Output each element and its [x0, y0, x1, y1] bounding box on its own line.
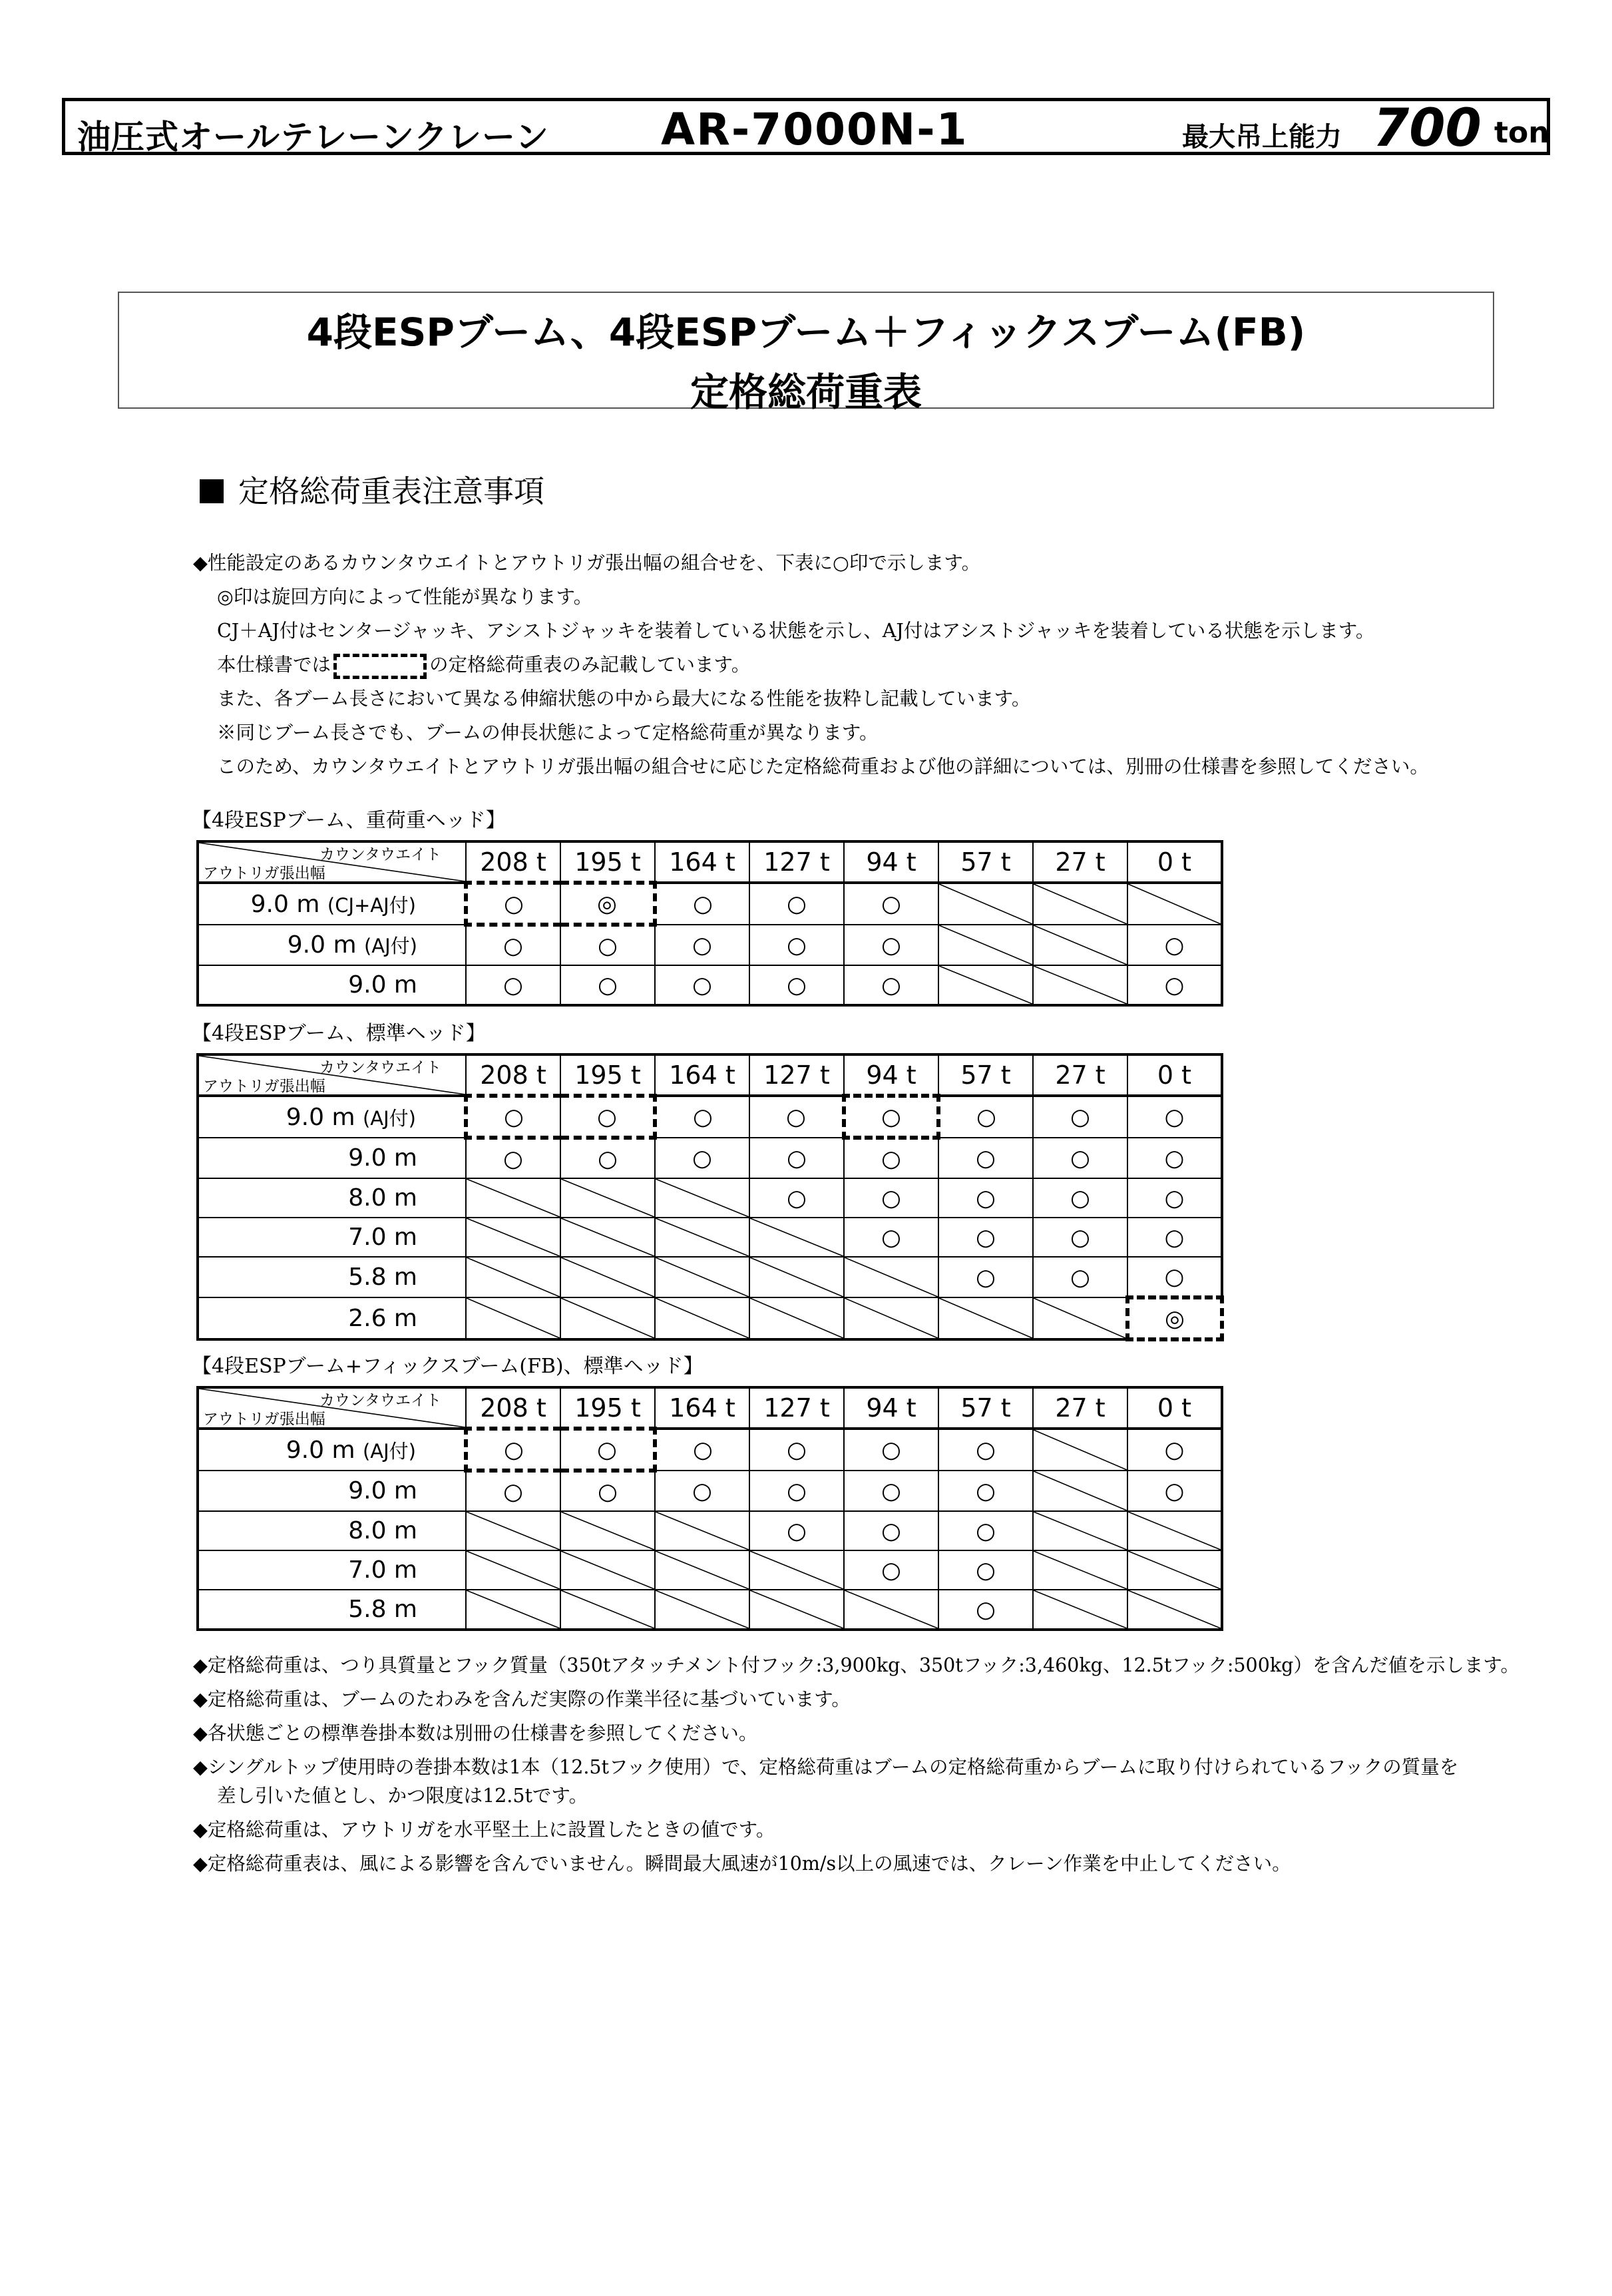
not-applicable-cell	[1033, 883, 1127, 925]
counterweight-header: 208 t	[466, 841, 560, 883]
circle-mark	[466, 883, 560, 925]
availability-mark: ○	[598, 971, 618, 999]
availability-mark: ○	[787, 971, 807, 999]
outrigger-width-value: 9.0 m	[287, 931, 357, 959]
header-band	[62, 98, 1550, 158]
availability-mark: ○	[692, 931, 712, 959]
circle-mark	[1127, 1257, 1222, 1297]
outrigger-width-value: 9.0 m	[348, 1144, 417, 1172]
availability-mark: ○	[503, 971, 523, 999]
table-row	[198, 1178, 1222, 1218]
note-line: また、各ブーム長さにおいて異なる伸縮状態の中から最大になる性能を抜粋し記載しています。	[217, 688, 1031, 710]
load-table-fb-standard-head	[196, 1386, 1223, 1631]
circle-mark	[560, 965, 655, 1005]
counterweight-header: 127 t	[749, 1387, 844, 1429]
counterweight-header: 57 t	[938, 841, 1033, 883]
outrigger-width-value: 9.0 m	[348, 1477, 417, 1504]
circle-mark	[749, 925, 844, 965]
circle-mark	[560, 1096, 655, 1138]
counterweight-header: 195 t	[560, 841, 655, 883]
availability-mark: ○	[598, 1145, 618, 1172]
availability-mark: ○	[598, 1478, 618, 1505]
title-line-2: 定格総荷重表	[690, 369, 922, 415]
availability-mark: ○	[1070, 1263, 1090, 1291]
circle-mark	[844, 1550, 938, 1590]
not-applicable-cell	[560, 1550, 655, 1590]
circle-mark	[655, 883, 749, 925]
table-row	[198, 1257, 1222, 1297]
not-applicable-cell	[1033, 1550, 1127, 1590]
availability-mark: ◎	[1165, 1305, 1185, 1332]
counterweight-header: 164 t	[655, 841, 749, 883]
circle-mark	[466, 1471, 560, 1511]
circle-mark	[938, 1257, 1033, 1297]
availability-mark: ○	[597, 1103, 617, 1130]
circle-mark	[1127, 1178, 1222, 1218]
notes-heading-text: 定格総荷重表注意事項	[238, 473, 544, 509]
circle-mark	[466, 1138, 560, 1178]
counterweight-label: カウンタウエイト	[319, 1059, 441, 1076]
not-applicable-cell	[1033, 1471, 1127, 1511]
header-corner	[198, 1387, 466, 1429]
circle-mark	[844, 1471, 938, 1511]
table-row	[198, 1218, 1222, 1257]
availability-mark: ○	[881, 891, 901, 917]
note-line: このため、カウンタウエイトとアウトリガ張出幅の組合せに応じた定格総荷重および他の詳細については、別冊の仕様書を参照してください。	[217, 756, 1429, 778]
outrigger-width	[198, 1096, 466, 1138]
availability-mark: ○	[598, 932, 618, 959]
counterweight-header: 27 t	[1033, 1054, 1127, 1096]
outrigger-width-value: 9.0 m	[286, 1103, 355, 1131]
outrigger-width	[198, 1590, 466, 1630]
circle-mark	[938, 1096, 1033, 1138]
circle-mark	[938, 1429, 1033, 1471]
circle-mark	[1127, 1096, 1222, 1138]
availability-mark: ○	[503, 1478, 523, 1505]
notes-top	[193, 546, 1429, 784]
not-applicable-cell	[466, 1178, 560, 1218]
circle-mark	[560, 1471, 655, 1511]
availability-mark: ○	[976, 1263, 996, 1291]
table-row	[198, 1138, 1222, 1178]
table-row	[198, 883, 1222, 925]
notes-heading	[200, 467, 544, 511]
circle-mark	[560, 1429, 655, 1471]
availability-mark: ○	[504, 890, 524, 917]
not-applicable-cell	[466, 1590, 560, 1630]
availability-mark: ○	[881, 931, 901, 959]
counterweight-header: 164 t	[655, 1054, 749, 1096]
table-row	[198, 925, 1222, 965]
counterweight-header: 208 t	[466, 1387, 560, 1429]
availability-mark: ○	[976, 1556, 996, 1584]
not-applicable-cell	[655, 1297, 749, 1339]
circle-mark	[560, 1138, 655, 1178]
circle-mark	[844, 965, 938, 1005]
availability-mark: ○	[692, 971, 712, 999]
outrigger-width	[198, 965, 466, 1005]
not-applicable-cell	[655, 1218, 749, 1257]
note-line: ◆定格総荷重は、ブームのたわみを含んだ実際の作業半径に基づいています。	[193, 1688, 851, 1710]
not-applicable-cell	[938, 1297, 1033, 1339]
outrigger-width	[198, 1297, 466, 1339]
double-circle-mark	[560, 883, 655, 925]
availability-mark: ○	[1164, 971, 1185, 999]
not-applicable-cell	[844, 1297, 938, 1339]
availability-mark: ○	[881, 1224, 901, 1251]
counterweight-header: 195 t	[560, 1054, 655, 1096]
availability-mark: ○	[693, 891, 713, 917]
availability-mark: ○	[787, 931, 807, 959]
not-applicable-cell	[749, 1550, 844, 1590]
note-line: ◆定格総荷重は、アウトリガを水平堅土上に設置したときの値です。	[193, 1819, 775, 1841]
circle-mark	[1033, 1218, 1127, 1257]
not-applicable-cell	[1033, 1429, 1127, 1471]
outrigger-width-value: 9.0 m	[348, 971, 417, 999]
outrigger-width	[198, 1471, 466, 1511]
note-line: ◆性能設定のあるカウンタウエイトとアウトリガ張出幅の組合せを、下表に○印で示します。	[193, 552, 981, 574]
availability-mark: ○	[976, 1224, 996, 1251]
note-line: ◎印は旋回方向によって性能が異なります。	[217, 586, 593, 608]
counterweight-header: 164 t	[655, 1387, 749, 1429]
dashed-box-icon	[333, 654, 427, 679]
availability-mark: ○	[881, 1145, 901, 1172]
not-applicable-cell	[938, 883, 1033, 925]
circle-mark	[1127, 1218, 1222, 1257]
counterweight-header: 94 t	[844, 1054, 938, 1096]
circle-mark	[938, 1178, 1033, 1218]
circle-mark	[749, 883, 844, 925]
outrigger-label: アウトリガ張出幅	[203, 1411, 325, 1428]
note-text: 本仕様書では	[217, 654, 331, 676]
outrigger-width-value: 9.0 m	[250, 890, 320, 918]
circle-mark	[749, 1178, 844, 1218]
circle-mark	[1127, 1138, 1222, 1178]
availability-mark: ○	[976, 1437, 996, 1463]
availability-mark: ○	[1070, 1224, 1090, 1251]
outrigger-width	[198, 883, 466, 925]
table-caption: 【4段ESPブーム、標準ヘッド】	[192, 1022, 486, 1045]
not-applicable-cell	[560, 1257, 655, 1297]
availability-mark: ○	[881, 1184, 901, 1212]
availability-mark: ○	[1164, 1144, 1185, 1172]
counterweight-header: 94 t	[844, 1387, 938, 1429]
not-applicable-cell	[1033, 1511, 1127, 1550]
circle-mark	[844, 1511, 938, 1550]
outrigger-condition: (AJ付)	[362, 1439, 416, 1463]
availability-mark: ○	[503, 932, 523, 959]
not-applicable-cell	[1033, 965, 1127, 1005]
circle-mark	[844, 1178, 938, 1218]
notes-bottom	[193, 1648, 1519, 1881]
not-applicable-cell	[466, 1550, 560, 1590]
counterweight-header: 127 t	[749, 841, 844, 883]
not-applicable-cell	[1033, 1590, 1127, 1630]
outrigger-width	[198, 1138, 466, 1178]
not-applicable-cell	[1127, 1550, 1222, 1590]
outrigger-width-value: 8.0 m	[348, 1184, 417, 1212]
circle-mark	[844, 1138, 938, 1178]
note-line	[193, 648, 1429, 682]
availability-mark: ○	[787, 891, 807, 917]
circle-mark	[749, 1096, 844, 1138]
not-applicable-cell	[844, 1257, 938, 1297]
availability-mark: ○	[787, 1477, 807, 1504]
outrigger-width-value: 2.6 m	[348, 1304, 417, 1332]
circle-mark	[655, 1429, 749, 1471]
counterweight-header: 94 t	[844, 841, 938, 883]
availability-mark: ○	[881, 971, 901, 999]
outrigger-label: アウトリガ張出幅	[203, 1078, 325, 1095]
availability-mark: ○	[1070, 1104, 1090, 1130]
availability-mark: ○	[881, 1556, 901, 1584]
not-applicable-cell	[466, 1297, 560, 1339]
capacity-unit: ton	[1494, 116, 1549, 150]
not-applicable-cell	[560, 1297, 655, 1339]
availability-mark: ○	[976, 1596, 996, 1623]
outrigger-width-value: 5.8 m	[348, 1596, 417, 1623]
circle-mark	[938, 1550, 1033, 1590]
circle-mark	[466, 1429, 560, 1471]
counterweight-header: 195 t	[560, 1387, 655, 1429]
not-applicable-cell	[466, 1511, 560, 1550]
circle-mark	[1127, 965, 1222, 1005]
not-applicable-cell	[844, 1590, 938, 1630]
circle-mark	[655, 925, 749, 965]
availability-mark: ◎	[597, 890, 617, 917]
not-applicable-cell	[560, 1590, 655, 1630]
availability-mark: ○	[787, 1184, 807, 1212]
circle-mark	[1033, 1257, 1127, 1297]
outrigger-width	[198, 1218, 466, 1257]
capacity-label: 最大吊上能力	[1182, 122, 1342, 152]
circle-mark	[938, 1471, 1033, 1511]
square-bullet-icon	[200, 479, 224, 503]
circle-mark	[844, 925, 938, 965]
outrigger-label: アウトリガ張出幅	[203, 865, 325, 882]
circle-mark	[844, 1218, 938, 1257]
circle-mark	[1127, 1429, 1222, 1471]
header-corner	[198, 1054, 466, 1096]
availability-mark: ○	[787, 1437, 807, 1463]
circle-mark	[466, 1096, 560, 1138]
capacity-value: 700	[1373, 99, 1482, 158]
availability-mark: ○	[1164, 931, 1185, 959]
not-applicable-cell	[749, 1218, 844, 1257]
availability-mark: ○	[976, 1517, 996, 1544]
outrigger-width-value: 9.0 m	[286, 1436, 355, 1464]
outrigger-condition: (CJ+AJ付)	[327, 893, 416, 917]
circle-mark	[938, 1218, 1033, 1257]
circle-mark	[560, 925, 655, 965]
note-line: ◆定格総荷重は、つり具質量とフック質量（350tアタッチメント付フック:3,900kg、350tフック:3,460kg、12.5tフック:500kg）を含んだ値を示します。	[193, 1654, 1520, 1676]
outrigger-width	[198, 1257, 466, 1297]
not-applicable-cell	[655, 1550, 749, 1590]
circle-mark	[655, 965, 749, 1005]
circle-mark	[938, 1590, 1033, 1630]
not-applicable-cell	[749, 1257, 844, 1297]
not-applicable-cell	[655, 1178, 749, 1218]
counterweight-header: 127 t	[749, 1054, 844, 1096]
outrigger-width	[198, 1429, 466, 1471]
circle-mark	[844, 883, 938, 925]
circle-mark	[938, 1138, 1033, 1178]
counterweight-header: 57 t	[938, 1387, 1033, 1429]
load-table-standard-head	[196, 1053, 1224, 1341]
table-row	[198, 1096, 1222, 1138]
circle-mark	[466, 925, 560, 965]
note-line: ◆定格総荷重表は、風による影響を含んでいません。瞬間最大風速が10m/s以上の風速では、クレーン作業を中止してください。	[193, 1853, 1291, 1875]
circle-mark	[938, 1511, 1033, 1550]
availability-mark: ○	[976, 1184, 996, 1212]
counterweight-header: 0 t	[1127, 1054, 1222, 1096]
not-applicable-cell	[1127, 883, 1222, 925]
availability-mark: ○	[1164, 1184, 1185, 1212]
not-applicable-cell	[1127, 1511, 1222, 1550]
counterweight-header: 27 t	[1033, 841, 1127, 883]
circle-mark	[1127, 925, 1222, 965]
not-applicable-cell	[938, 925, 1033, 965]
availability-mark: ○	[1164, 1224, 1185, 1251]
note-line: 差し引いた値とし、かつ限度は12.5tです。	[217, 1785, 588, 1807]
outrigger-width-value: 8.0 m	[348, 1517, 417, 1544]
not-applicable-cell	[749, 1590, 844, 1630]
counterweight-header: 27 t	[1033, 1387, 1127, 1429]
availability-mark: ○	[597, 1436, 617, 1463]
table-row	[198, 1297, 1222, 1339]
outrigger-width-value: 7.0 m	[348, 1224, 417, 1251]
outrigger-width-value: 5.8 m	[348, 1263, 417, 1291]
table-row	[198, 1511, 1222, 1550]
load-table-heavy-head	[196, 840, 1223, 1007]
table-caption: 【4段ESPブーム、重荷重ヘッド】	[192, 809, 506, 832]
availability-mark: ○	[693, 1104, 713, 1130]
outrigger-width-value: 7.0 m	[348, 1556, 417, 1584]
circle-mark	[1127, 1471, 1222, 1511]
outrigger-width	[198, 925, 466, 965]
availability-mark: ○	[1164, 1104, 1185, 1130]
availability-mark: ○	[692, 1477, 712, 1504]
product-type: 油圧式オールテレーンクレーン	[77, 118, 549, 156]
circle-mark	[749, 1511, 844, 1550]
not-applicable-cell	[1033, 925, 1127, 965]
circle-mark	[1033, 1138, 1127, 1178]
circle-mark	[1033, 1096, 1127, 1138]
note-line: ◆シングルトップ使用時の巻掛本数は1本（12.5tフック使用）で、定格総荷重はブームの定格総荷重からブームに取り付けられているフックの質量を	[193, 1756, 1459, 1778]
counterweight-header: 0 t	[1127, 841, 1222, 883]
availability-mark: ○	[881, 1103, 901, 1130]
circle-mark	[749, 965, 844, 1005]
circle-mark	[749, 1138, 844, 1178]
availability-mark: ○	[881, 1477, 901, 1504]
circle-mark	[844, 1096, 938, 1138]
not-applicable-cell	[1127, 1590, 1222, 1630]
table-caption: 【4段ESPブーム+フィックスブーム(FB)、標準ヘッド】	[192, 1355, 704, 1378]
circle-mark	[1033, 1178, 1127, 1218]
availability-mark: ○	[503, 1145, 523, 1172]
availability-mark: ○	[504, 1436, 524, 1463]
note-text: の定格総荷重表のみ記載しています。	[429, 654, 751, 676]
title-box	[118, 292, 1494, 415]
circle-mark	[466, 965, 560, 1005]
not-applicable-cell	[560, 1218, 655, 1257]
availability-mark: ○	[692, 1144, 712, 1172]
circle-mark	[655, 1138, 749, 1178]
note-line: ※同じブーム長さでも、ブームの伸長状態によって定格総荷重が異なります。	[217, 722, 879, 744]
availability-mark: ○	[693, 1437, 713, 1463]
availability-mark: ○	[1070, 1184, 1090, 1212]
circle-mark	[749, 1429, 844, 1471]
double-circle-mark	[1127, 1297, 1222, 1339]
availability-mark: ○	[786, 1104, 806, 1130]
not-applicable-cell	[1033, 1297, 1127, 1339]
availability-mark: ○	[881, 1517, 901, 1544]
outrigger-condition: (AJ付)	[363, 935, 417, 957]
counterweight-label: カウンタウエイト	[319, 1392, 441, 1409]
availability-mark: ○	[1164, 1263, 1185, 1290]
availability-mark: ○	[787, 1517, 807, 1544]
not-applicable-cell	[938, 965, 1033, 1005]
availability-mark: ○	[1164, 1477, 1185, 1504]
table-row	[198, 965, 1222, 1005]
availability-mark: ○	[881, 1437, 901, 1463]
circle-mark	[655, 1096, 749, 1138]
outrigger-width	[198, 1178, 466, 1218]
not-applicable-cell	[466, 1218, 560, 1257]
not-applicable-cell	[560, 1178, 655, 1218]
not-applicable-cell	[655, 1257, 749, 1297]
table-row	[198, 1550, 1222, 1590]
availability-mark: ○	[787, 1144, 807, 1172]
not-applicable-cell	[466, 1257, 560, 1297]
counterweight-header: 57 t	[938, 1054, 1033, 1096]
counterweight-header: 208 t	[466, 1054, 560, 1096]
not-applicable-cell	[749, 1297, 844, 1339]
model-number: AR-7000N-1	[661, 104, 968, 155]
title-line-1: 4段ESPブーム、4段ESPブーム＋フィックスブーム(FB)	[306, 310, 1306, 355]
not-applicable-cell	[655, 1590, 749, 1630]
counterweight-label: カウンタウエイト	[319, 846, 441, 863]
availability-mark: ○	[1070, 1144, 1090, 1172]
outrigger-width	[198, 1550, 466, 1590]
circle-mark	[749, 1471, 844, 1511]
table-row	[198, 1429, 1222, 1471]
counterweight-header: 0 t	[1127, 1387, 1222, 1429]
outrigger-condition: (AJ付)	[362, 1106, 416, 1130]
availability-mark: ○	[976, 1144, 996, 1172]
availability-mark: ○	[976, 1477, 996, 1504]
not-applicable-cell	[655, 1511, 749, 1550]
circle-mark	[655, 1471, 749, 1511]
note-line: CJ＋AJ付はセンタージャッキ、アシストジャッキを装着している状態を示し、AJ付はアシストジャッキを装着している状態を示します。	[217, 620, 1375, 642]
table-row	[198, 1590, 1222, 1630]
not-applicable-cell	[560, 1511, 655, 1550]
circle-mark	[844, 1429, 938, 1471]
availability-mark: ○	[504, 1103, 524, 1130]
outrigger-width	[198, 1511, 466, 1550]
availability-mark: ○	[1164, 1437, 1185, 1463]
availability-mark: ○	[976, 1104, 996, 1130]
header-corner	[198, 841, 466, 883]
note-line: ◆各状態ごとの標準巻掛本数は別冊の仕様書を参照してください。	[193, 1722, 758, 1744]
table-row	[198, 1471, 1222, 1511]
